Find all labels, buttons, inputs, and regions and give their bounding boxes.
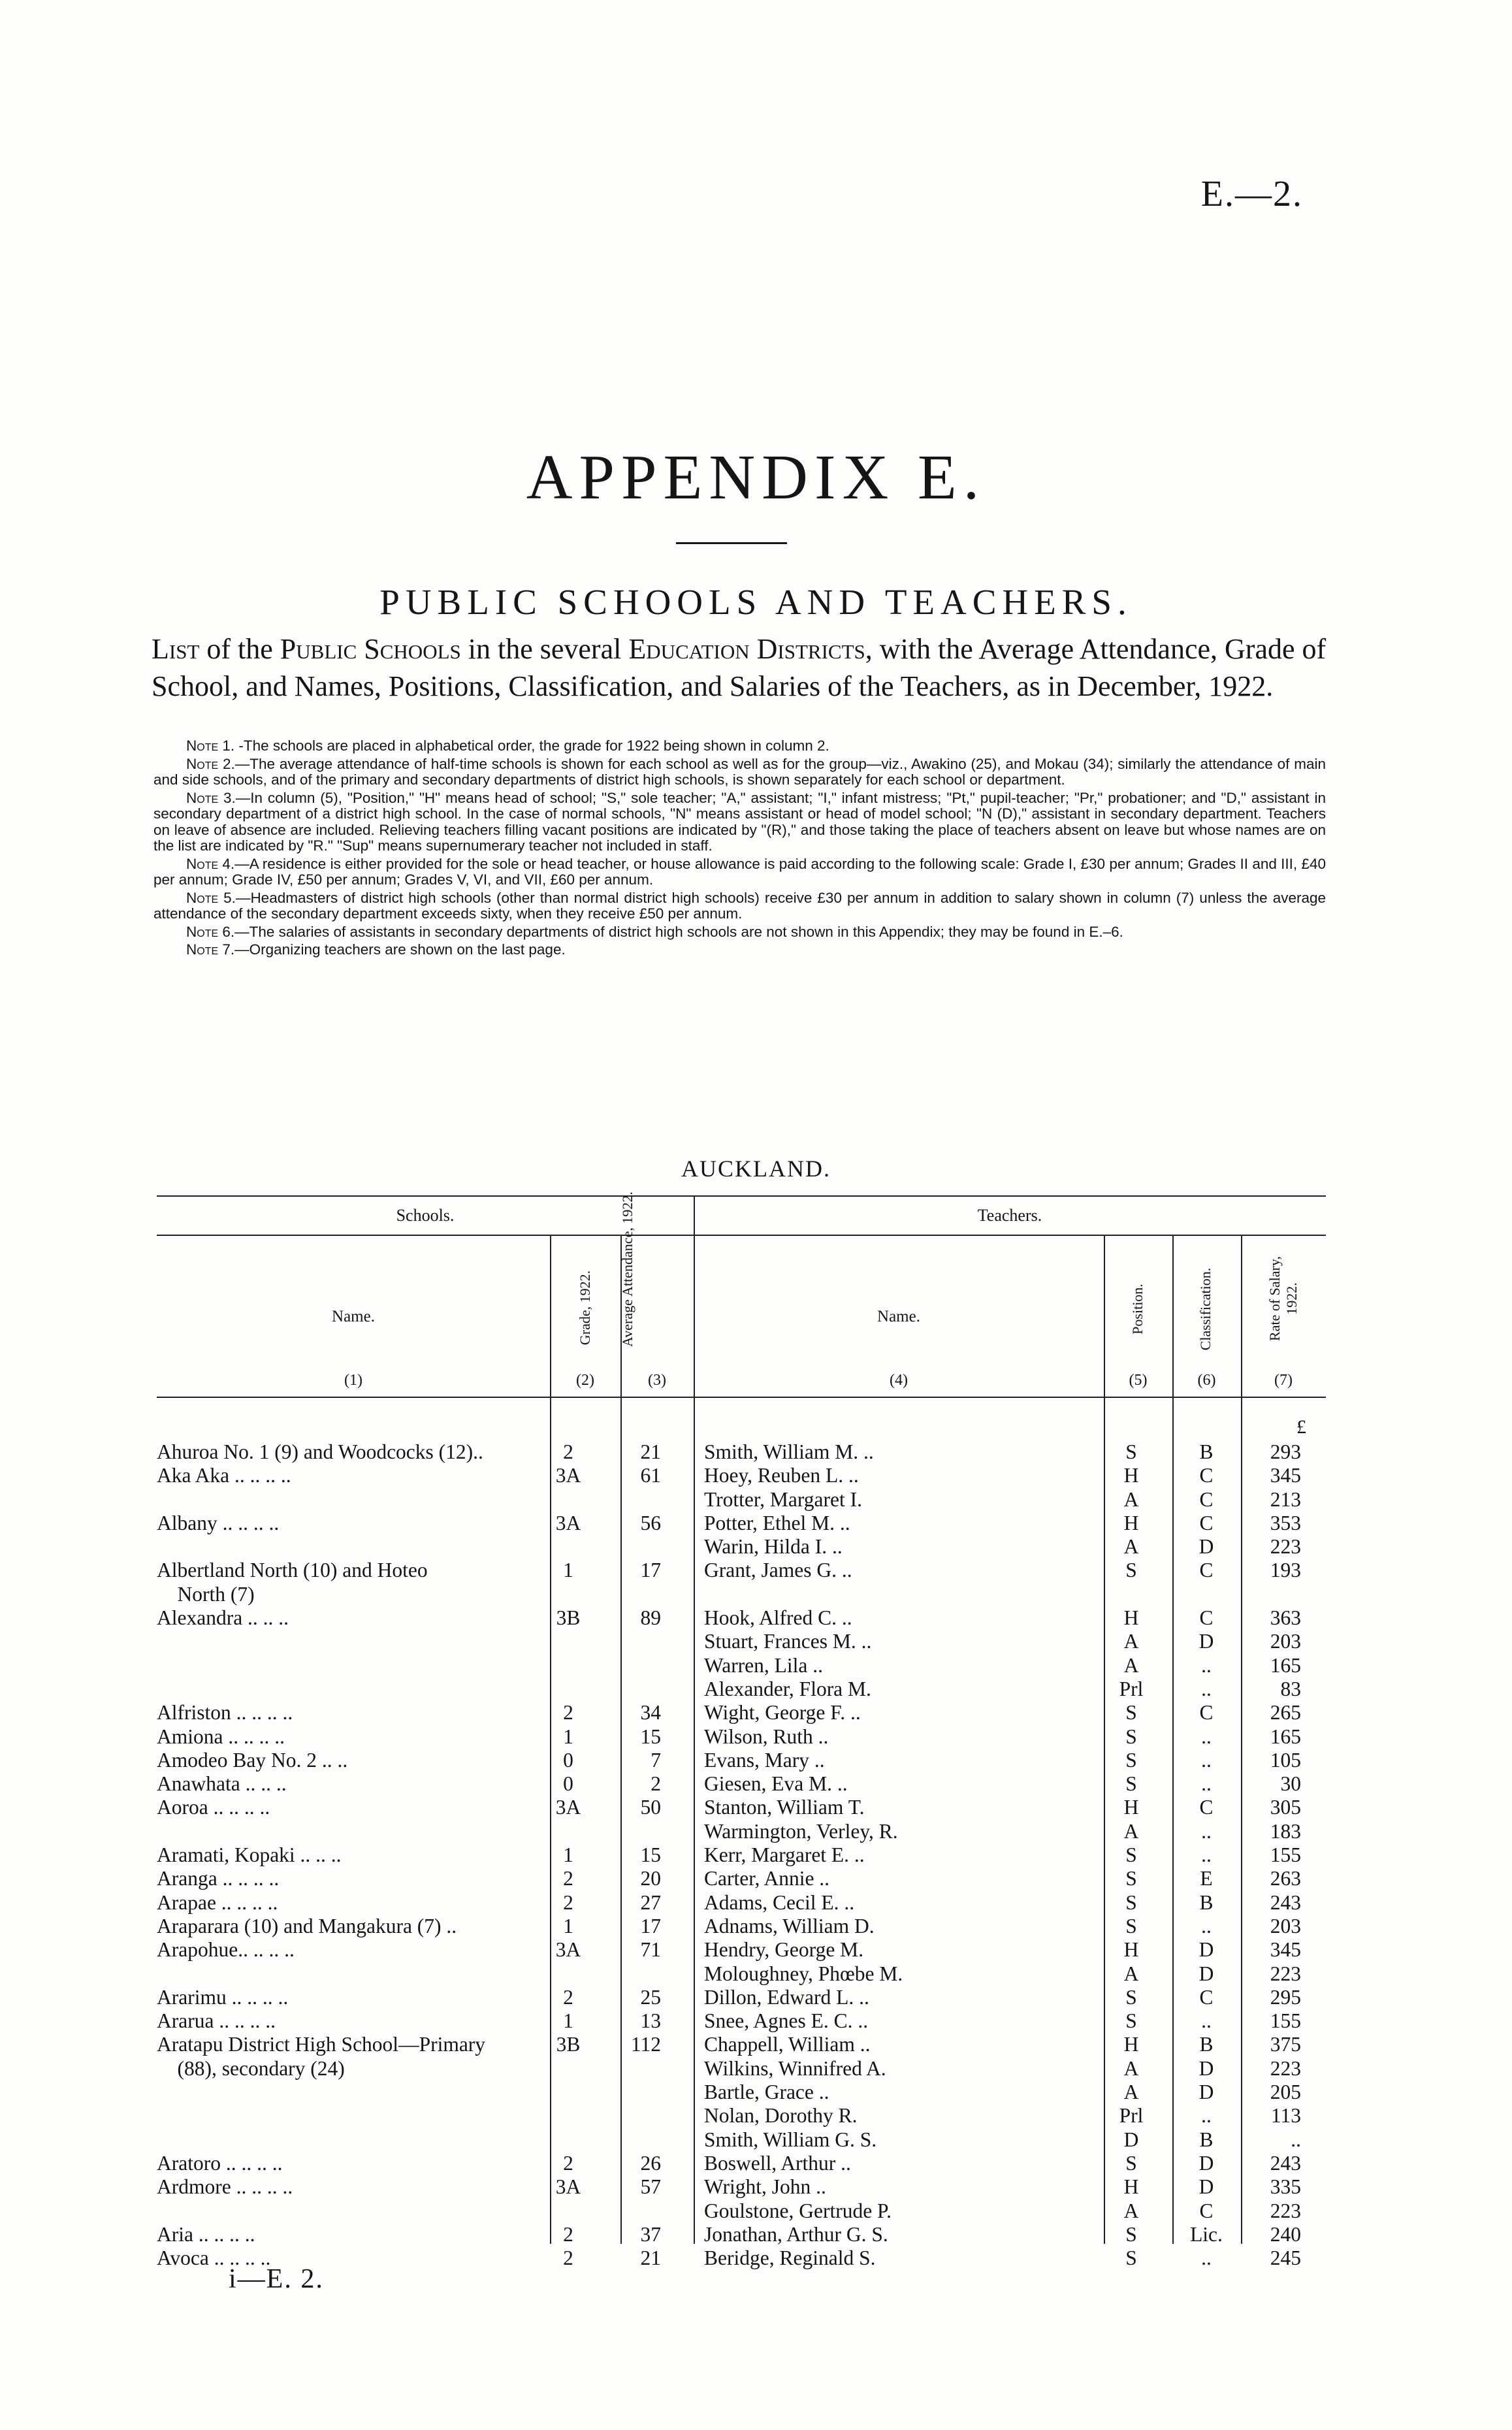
salary-cell: 245: [1270, 2246, 1301, 2270]
position-cell: S: [1125, 2151, 1137, 2175]
note-label: Note 7.: [186, 941, 235, 958]
note: [153, 790, 1326, 854]
salary-cell: 375: [1270, 2033, 1301, 2056]
teacher-cell: Adnams, William D.: [704, 1914, 875, 1937]
position-cell: H: [1123, 1938, 1139, 1962]
teacher-cell: Wight, George F. ..: [704, 1701, 861, 1725]
column-header-rule: [157, 1397, 1326, 1398]
classification-cell: ..: [1201, 1772, 1212, 1796]
classification-cell: B: [1199, 2033, 1214, 2056]
teacher-cell: Bartle, Grace ..: [704, 2081, 829, 2104]
note-label: Note 2.: [186, 755, 235, 772]
col-attendance-text: Average Attendance, 1922.: [619, 1191, 635, 1347]
salary-cell: 243: [1270, 1890, 1301, 1914]
intro-text-1: of the: [199, 633, 280, 665]
classification-cell: ..: [1201, 1748, 1212, 1772]
attendance-cell: 15: [640, 1725, 661, 1748]
classification-cell: C: [1199, 1796, 1214, 1819]
school-cell: Arapae .. .. .. ..: [157, 1890, 278, 1914]
teacher-cell: Moloughney, Phœbe M.: [704, 1962, 903, 1985]
grade-cell: 3B: [556, 2033, 581, 2056]
teacher-cell: Evans, Mary ..: [704, 1748, 825, 1772]
classification-cell: E: [1200, 1867, 1213, 1890]
school-cell: Amodeo Bay No. 2 .. ..: [157, 1748, 348, 1772]
school-cell: Amiona .. .. .. ..: [157, 1725, 285, 1748]
classification-cell: B: [1199, 2128, 1214, 2151]
salary-cell: 83: [1280, 1677, 1301, 1700]
position-cell: S: [1125, 1843, 1137, 1867]
attendance-cell: 21: [640, 2246, 661, 2270]
grade-cell: 3A: [555, 1464, 581, 1487]
grade-cell: 1: [563, 1725, 573, 1748]
salary-cell: 105: [1270, 1748, 1301, 1772]
teacher-cell: Wilson, Ruth ..: [704, 1725, 829, 1748]
note-text: -The schools are placed in alphabetical order, the grade for 1922 being shown in column 2.: [234, 737, 829, 754]
col-grade: Grade, 1922.: [577, 1270, 593, 1346]
grade-cell: 1: [563, 1914, 573, 1937]
col-salary-text: Rate of Salary, 1922.: [1266, 1256, 1300, 1341]
classification-cell: B: [1199, 1890, 1214, 1914]
col-salary: [1266, 1250, 1300, 1348]
salary-cell: 243: [1270, 2151, 1301, 2175]
page-reference: E.—2.: [1200, 174, 1303, 214]
position-cell: S: [1125, 1701, 1137, 1725]
salary-cell: 345: [1270, 1938, 1301, 1962]
teacher-cell: Hoey, Reuben L. ..: [704, 1464, 859, 1487]
note-label: Note 5.: [186, 889, 236, 906]
school-cell: Albany .. .. .. ..: [157, 1511, 280, 1534]
col-classification: Classification.: [1197, 1267, 1214, 1351]
grade-cell: 1: [563, 1559, 573, 1582]
position-cell: S: [1125, 1985, 1137, 2009]
position-cell: S: [1125, 1440, 1137, 1463]
teacher-cell: Wilkins, Winnifred A.: [704, 2056, 886, 2080]
attendance-cell: 17: [640, 1914, 661, 1937]
classification-cell: C: [1199, 1606, 1214, 1630]
grade-cell: 2: [563, 2222, 573, 2246]
attendance-cell: 25: [640, 1985, 661, 2009]
teacher-cell: Kerr, Margaret E. ..: [704, 1843, 865, 1867]
teacher-cell: Smith, William G. S.: [704, 2128, 877, 2151]
attendance-cell: 20: [640, 1867, 661, 1890]
grade-cell: 3A: [555, 2175, 581, 2199]
school-cell: Anawhata .. .. ..: [157, 1772, 287, 1796]
salary-cell: 223: [1270, 1535, 1301, 1559]
classification-cell: D: [1198, 2175, 1214, 2199]
school-cell: Aratapu District High School—Primary: [157, 2033, 486, 2056]
salary-cell: 305: [1270, 1796, 1301, 1819]
position-cell: S: [1125, 1725, 1137, 1748]
teacher-cell: Chappell, William ..: [704, 2033, 871, 2056]
grade-cell: 2: [563, 1867, 573, 1890]
classification-cell: C: [1199, 1985, 1214, 2009]
currency-symbol: £: [1296, 1416, 1306, 1438]
note-text: —The salaries of assistants in secondary departments of district high schools are not shown in this Appendix; they may be found in E.–6.: [234, 923, 1123, 940]
salary-cell: 165: [1270, 1653, 1301, 1677]
salary-cell: 213: [1270, 1487, 1301, 1511]
classification-cell: C: [1199, 1464, 1214, 1487]
note: [153, 856, 1326, 888]
attendance-cell: 17: [640, 1559, 661, 1582]
attendance-cell: 61: [640, 1464, 661, 1487]
salary-cell: 203: [1270, 1914, 1301, 1937]
school-cell: Aoroa .. .. .. ..: [157, 1796, 270, 1819]
section-title: PUBLIC SCHOOLS AND TEACHERS.: [379, 582, 1133, 622]
school-cell: Aranga .. .. .. ..: [157, 1867, 280, 1890]
salary-cell: 113: [1270, 2104, 1301, 2128]
classification-cell: D: [1198, 1630, 1214, 1653]
grade-cell: 3A: [555, 1796, 581, 1819]
attendance-cell: 112: [630, 2033, 661, 2056]
position-cell: H: [1123, 1464, 1139, 1487]
teacher-cell: Wright, John ..: [704, 2175, 826, 2199]
position-cell: A: [1123, 1630, 1139, 1653]
school-cell: Arapohue.. .. .. ..: [157, 1938, 295, 1962]
school-cell: Aramati, Kopaki .. .. ..: [157, 1843, 342, 1867]
classification-cell: D: [1198, 2151, 1214, 2175]
note-text: —A residence is either provided for the sole or head teacher, or house allowance is paid according to the following scale: Grade I, £30 per annum; Grades II and III, £40 per annum; Grade IV, £50 per annum; Grades V, VI, and VII, £60 per annum.: [153, 855, 1326, 888]
note-text: —The average attendance of half-time schools is shown for each school as well as for the group—viz., Awakino (25), and Mokau (34); similarly the attendance of main and side schools, and of the primary and secondary departments of district high schools, is shown separately for each school or department.: [153, 755, 1327, 788]
attendance-cell: 15: [640, 1843, 661, 1867]
col-number-6: (6): [1197, 1372, 1216, 1389]
col-attendance: [619, 1191, 635, 1347]
salary-cell: 335: [1270, 2175, 1301, 2199]
intro-schools: Public Schools: [280, 633, 461, 665]
classification-cell: ..: [1201, 2104, 1212, 2128]
classification-cell: D: [1198, 1535, 1214, 1559]
teacher-cell: Nolan, Dorothy R.: [704, 2104, 858, 2128]
classification-cell: C: [1199, 1559, 1214, 1582]
salary-cell: 155: [1270, 1843, 1301, 1867]
teacher-cell: Smith, William M. ..: [704, 1440, 874, 1463]
classification-cell: ..: [1201, 1677, 1212, 1700]
intro-districts: Education Districts: [628, 633, 865, 665]
classification-cell: D: [1198, 1938, 1214, 1962]
table-top-rule: [157, 1195, 1326, 1197]
classification-cell: Lic.: [1190, 2222, 1223, 2246]
teacher-cell: Alexander, Flora M.: [704, 1677, 871, 1700]
position-cell: Prl: [1119, 1677, 1144, 1700]
intro-paragraph: [152, 630, 1327, 705]
classification-cell: D: [1198, 2056, 1214, 2080]
salary-cell: 293: [1270, 1440, 1301, 1463]
school-cell: Alexandra .. .. ..: [157, 1606, 289, 1630]
classification-cell: ..: [1201, 2009, 1212, 2033]
school-cell: Albertland North (10) and Hoteo: [157, 1559, 428, 1582]
grade-cell: 3A: [555, 1938, 581, 1962]
salary-cell: 165: [1270, 1725, 1301, 1748]
note: [153, 890, 1326, 922]
attendance-cell: 13: [640, 2009, 661, 2033]
teacher-cell: Warin, Hilda I. ..: [704, 1535, 843, 1559]
position-cell: D: [1123, 2128, 1139, 2151]
grade-cell: 3A: [555, 1511, 581, 1534]
note: [153, 738, 1326, 754]
classification-cell: C: [1199, 2199, 1214, 2222]
salary-cell: 223: [1270, 2056, 1301, 2080]
salary-cell: 223: [1270, 1962, 1301, 1985]
school-cell: Ahuroa No. 1 (9) and Woodcocks (12)..: [157, 1440, 483, 1463]
salary-cell: 265: [1270, 1701, 1301, 1725]
teacher-cell: Stanton, William T.: [704, 1796, 865, 1819]
position-cell: H: [1123, 1606, 1139, 1630]
note: [153, 924, 1326, 941]
salary-cell: 183: [1270, 1819, 1301, 1843]
salary-cell: 193: [1270, 1559, 1301, 1582]
classification-cell: C: [1199, 1511, 1214, 1534]
position-cell: S: [1125, 1559, 1137, 1582]
salary-cell: 363: [1270, 1606, 1301, 1630]
note-text: —Headmasters of district high schools (other than normal district high schools) receive £30 per annum in addition to salary shown in column (7) unless the average attendance of the secondary department exceeds sixty, when they receive £50 per annum.: [153, 889, 1326, 922]
salary-cell: 263: [1270, 1867, 1301, 1890]
col-number-2: (2): [576, 1372, 594, 1389]
school-cell: Aratoro .. .. .. ..: [157, 2151, 283, 2175]
teacher-cell: Goulstone, Gertrude P.: [704, 2199, 892, 2222]
attendance-cell: 50: [640, 1796, 661, 1819]
col-number-5: (5): [1129, 1372, 1148, 1389]
classification-cell: C: [1199, 1487, 1214, 1511]
salary-cell: ..: [1291, 2128, 1301, 2151]
grade-cell: 2: [563, 1985, 573, 2009]
attendance-cell: 7: [651, 1748, 661, 1772]
salary-cell: 240: [1270, 2222, 1301, 2246]
school-cell: North (7): [157, 1582, 255, 1606]
teacher-cell: Stuart, Frances M. ..: [704, 1630, 872, 1653]
school-cell: Aka Aka .. .. .. ..: [157, 1464, 291, 1487]
classification-cell: D: [1198, 2081, 1214, 2104]
attendance-cell: 89: [640, 1606, 661, 1630]
teacher-cell: Warmington, Verley, R.: [704, 1819, 898, 1843]
teacher-cell: Giesen, Eva M. ..: [704, 1772, 848, 1796]
position-cell: S: [1125, 2246, 1137, 2270]
classification-cell: ..: [1201, 1653, 1212, 1677]
grade-cell: 1: [563, 1843, 573, 1867]
grade-cell: 2: [563, 1701, 573, 1725]
grade-cell: 1: [563, 2009, 573, 2033]
position-cell: S: [1125, 1867, 1137, 1890]
attendance-cell: 26: [640, 2151, 661, 2175]
position-cell: H: [1123, 2175, 1139, 2199]
notes-block: [153, 738, 1326, 960]
classification-cell: D: [1198, 1962, 1214, 1985]
position-cell: S: [1125, 1914, 1137, 1937]
attendance-cell: 27: [640, 1890, 661, 1914]
grade-cell: 2: [563, 1890, 573, 1914]
group-teachers-header: Teachers.: [977, 1206, 1042, 1225]
classification-cell: C: [1199, 1701, 1214, 1725]
school-cell: Ararua .. .. .. ..: [157, 2009, 276, 2033]
intro-text-2: in the several: [460, 633, 629, 665]
note: [153, 756, 1326, 788]
position-cell: A: [1123, 1535, 1139, 1559]
teacher-cell: Trotter, Margaret I.: [704, 1487, 862, 1511]
note-text: —Organizing teachers are shown on the last page.: [234, 941, 566, 958]
title-rule: [676, 542, 787, 544]
salary-cell: 353: [1270, 1511, 1301, 1534]
note: [153, 942, 1326, 958]
salary-cell: 345: [1270, 1464, 1301, 1487]
classification-cell: ..: [1201, 2246, 1212, 2270]
grade-cell: 2: [563, 1440, 573, 1463]
classification-cell: ..: [1201, 1843, 1212, 1867]
teacher-cell: Grant, James G. ..: [704, 1559, 852, 1582]
teacher-cell: Warren, Lila ..: [704, 1653, 824, 1677]
grade-cell: 0: [563, 1748, 573, 1772]
position-cell: A: [1123, 2081, 1139, 2104]
teacher-cell: Hook, Alfred C. ..: [704, 1606, 852, 1630]
col-number-4: (4): [890, 1372, 908, 1389]
position-cell: A: [1123, 2056, 1139, 2080]
attendance-cell: 2: [651, 1772, 661, 1796]
col-school-name: Name.: [332, 1308, 375, 1325]
position-cell: S: [1125, 2222, 1137, 2246]
footer-reference: i—E. 2.: [229, 2264, 324, 2294]
grade-cell: 3B: [556, 1606, 581, 1630]
school-cell: Alfriston .. .. .. ..: [157, 1701, 293, 1725]
teacher-cell: Snee, Agnes E. C. ..: [704, 2009, 869, 2033]
position-cell: S: [1125, 1748, 1137, 1772]
teacher-cell: Carter, Annie ..: [704, 1867, 830, 1890]
note-label: Note 3.: [186, 789, 236, 806]
position-cell: A: [1123, 2199, 1139, 2222]
group-schools-header: Schools.: [396, 1206, 455, 1225]
teacher-cell: Adams, Cecil E. ..: [704, 1890, 855, 1914]
teacher-cell: Dillon, Edward L. ..: [704, 1985, 869, 2009]
note-text: —In column (5), "Position," "H" means head of school; "S," sole teacher; "A," assistant; "I," infant mistress; "Pt," pupil-teacher; "Pr," probationer; and "D," assistant in secondary department of a district high school. In the case of normal schools, "N" means assistant or head of model school; "N (D)," assistant in secondary department. Teachers on leave of absence are included. Relieving teachers filling vacant positions are indicated by "(R)," and those taking the place of teachers absent on leave but whose names are on the list are indicated by "R." "Sup" means supernumerary teacher not included in staff.: [153, 789, 1326, 854]
position-cell: A: [1123, 1819, 1139, 1843]
position-cell: A: [1123, 1962, 1139, 1985]
attendance-cell: 71: [640, 1938, 661, 1962]
attendance-cell: 34: [640, 1701, 661, 1725]
attendance-cell: 37: [640, 2222, 661, 2246]
position-cell: S: [1125, 1890, 1137, 1914]
district-heading: AUCKLAND.: [681, 1156, 831, 1182]
attendance-cell: 21: [640, 1440, 661, 1463]
position-cell: H: [1123, 2033, 1139, 2056]
col-position: Position.: [1129, 1284, 1146, 1335]
salary-cell: 155: [1270, 2009, 1301, 2033]
attendance-cell: 56: [640, 1511, 661, 1534]
group-divider: [694, 1195, 695, 2244]
grade-cell: 2: [563, 2151, 573, 2175]
note-label: Note 6.: [186, 923, 235, 940]
classification-cell: ..: [1201, 1914, 1212, 1937]
salary-cell: 205: [1270, 2081, 1301, 2104]
attendance-cell: 57: [640, 2175, 661, 2199]
position-cell: H: [1123, 1511, 1139, 1534]
grade-cell: 2: [563, 2246, 573, 2270]
school-cell: Aria .. .. .. ..: [157, 2222, 255, 2246]
position-cell: A: [1123, 1487, 1139, 1511]
col-number-1: (1): [344, 1372, 362, 1389]
teacher-cell: Beridge, Reginald S.: [704, 2246, 876, 2270]
appendix-title: APPENDIX E.: [526, 442, 986, 513]
col-number-7: (7): [1274, 1372, 1293, 1389]
teacher-cell: Jonathan, Arthur G. S.: [704, 2222, 888, 2246]
intro-text-3: , with the Average Attendance, Grade of School, and Names, Positions, Classification, and Salaries of the Teachers, as in December, 1922.: [152, 633, 1327, 702]
school-cell: Avoca .. .. .. ..: [157, 2246, 271, 2270]
classification-cell: ..: [1201, 1819, 1212, 1843]
teacher-cell: Boswell, Arthur ..: [704, 2151, 851, 2175]
position-cell: H: [1123, 1796, 1139, 1819]
grade-cell: 0: [563, 1772, 573, 1796]
group-header-rule: [157, 1235, 1326, 1236]
school-cell: (88), secondary (24): [157, 2056, 345, 2080]
school-cell: Ardmore .. .. .. ..: [157, 2175, 293, 2199]
col-number-3: (3): [648, 1372, 666, 1389]
note-label: Note 4.: [186, 855, 235, 872]
position-cell: A: [1123, 1653, 1139, 1677]
position-cell: S: [1125, 2009, 1137, 2033]
position-cell: Prl: [1119, 2104, 1144, 2128]
teacher-cell: Hendry, George M.: [704, 1938, 864, 1962]
school-cell: Araparara (10) and Mangakura (7) ..: [157, 1914, 457, 1937]
intro-list-word: List: [152, 633, 200, 665]
classification-cell: B: [1199, 1440, 1214, 1463]
classification-cell: ..: [1201, 1725, 1212, 1748]
salary-cell: 295: [1270, 1985, 1301, 2009]
position-cell: S: [1125, 1772, 1137, 1796]
salary-cell: 223: [1270, 2199, 1301, 2222]
note-label: Note 1.: [186, 737, 235, 754]
salary-cell: 30: [1280, 1772, 1301, 1796]
teacher-cell: Potter, Ethel M. ..: [704, 1511, 850, 1534]
salary-cell: 203: [1270, 1630, 1301, 1653]
col-teacher-name: Name.: [877, 1308, 920, 1325]
school-cell: Ararimu .. .. .. ..: [157, 1985, 289, 2009]
